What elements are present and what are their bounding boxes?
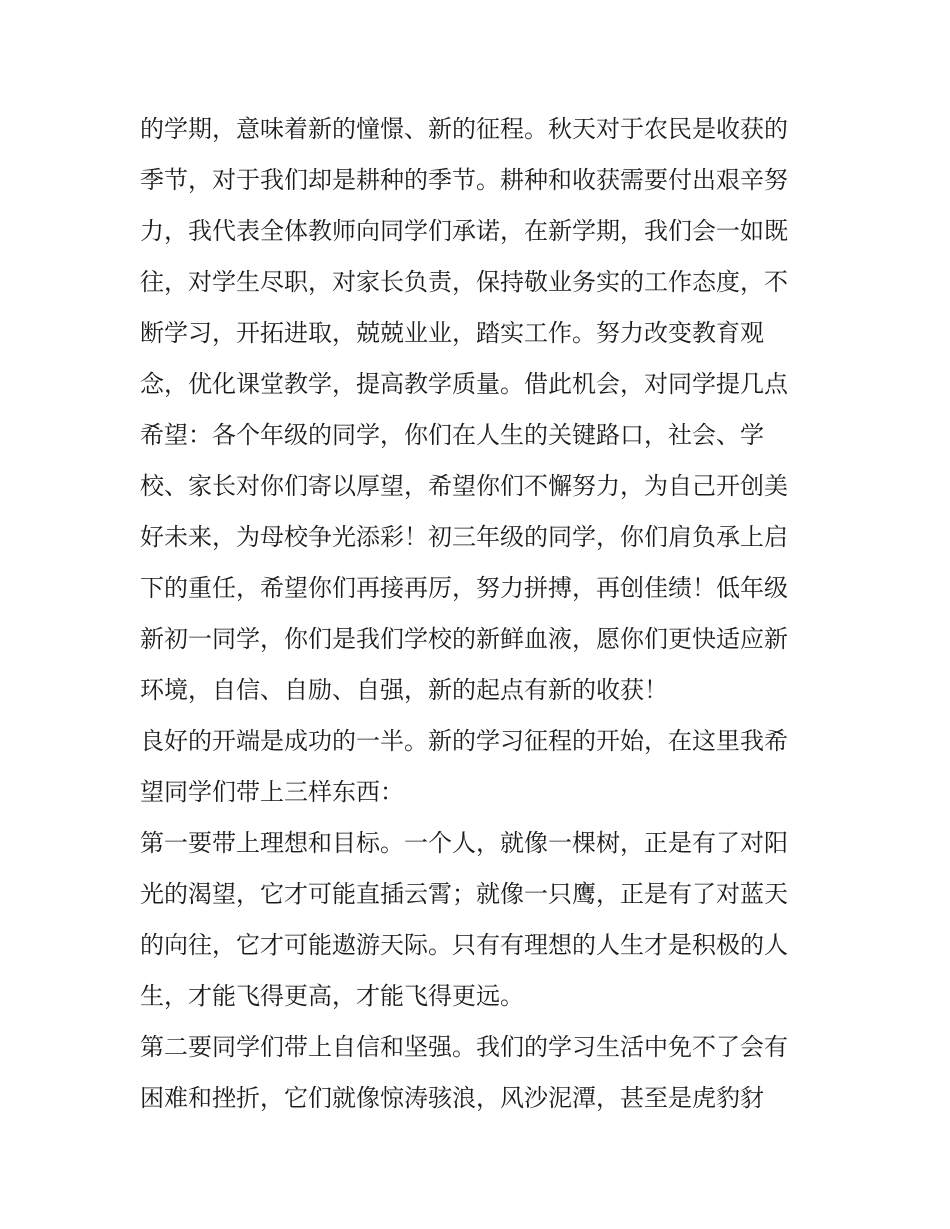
text-line-2: 季节，对于我们却是耕种的季节。耕种和收获需要付出艰辛努 xyxy=(140,166,788,194)
text-line-11: 新初一同学，你们是我们学校的新鲜血液，愿你们更快适应新 xyxy=(140,625,788,653)
text-line-18: 生，才能飞得更高，才能飞得更远。 xyxy=(140,982,524,1010)
text-line-1: 的学期，意味着新的憧憬、新的征程。秋天对于农民是收获的 xyxy=(140,115,788,143)
text-line-3: 力，我代表全体教师向同学们承诺，在新学期，我们会一如既 xyxy=(140,217,788,245)
text-line-5: 断学习，开拓进取，兢兢业业，踏实工作。努力改变教育观 xyxy=(140,319,764,347)
text-line-10: 下的重任，希望你们再接再厉，努力拼搏，再创佳绩！低年级 xyxy=(140,574,788,602)
text-line-19: 第二要同学们带上自信和坚强。我们的学习生活中免不了会有 xyxy=(140,1033,788,1061)
text-line-6: 念，优化课堂教学，提高教学质量。借此机会，对同学提几点 xyxy=(140,370,788,398)
text-line-7: 希望：各个年级的同学，你们在人生的关键路口，社会、学 xyxy=(140,421,764,449)
text-line-14: 望同学们带上三样东西： xyxy=(140,778,404,806)
text-line-16: 光的渴望，它才可能直插云霄；就像一只鹰，正是有了对蓝天 xyxy=(140,880,788,908)
text-line-9: 好未来，为母校争光添彩！初三年级的同学，你们肩负承上启 xyxy=(140,523,788,551)
text-line-8: 校、家长对你们寄以厚望，希望你们不懈努力，为自己开创美 xyxy=(140,472,788,500)
text-line-12: 环境，自信、自励、自强，新的起点有新的收获！ xyxy=(140,676,668,704)
text-line-4: 往，对学生尽职，对家长负责，保持敬业务实的工作态度，不 xyxy=(140,268,788,296)
text-line-17: 的向往，它才可能遨游天际。只有有理想的人生才是积极的人 xyxy=(140,931,788,959)
text-line-20: 困难和挫折，它们就像惊涛骇浪，风沙泥潭，甚至是虎豹豺 xyxy=(140,1084,764,1112)
text-line-15: 第一要带上理想和目标。一个人，就像一棵树，正是有了对阳 xyxy=(140,829,788,857)
text-line-13: 良好的开端是成功的一半。新的学习征程的开始，在这里我希 xyxy=(140,727,788,755)
